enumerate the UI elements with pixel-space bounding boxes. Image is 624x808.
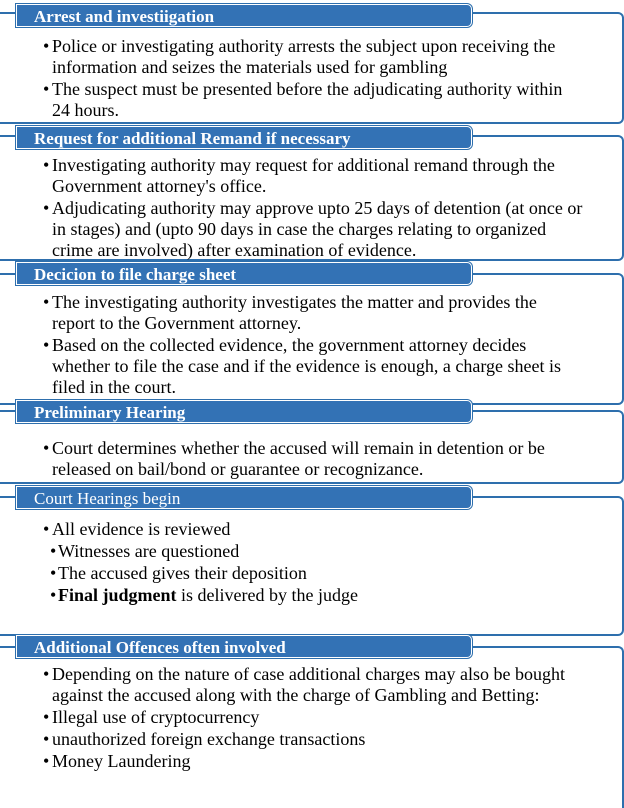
- bullet-item: • Witnesses are questioned: [58, 541, 584, 562]
- bullet-item: • Depending on the nature of case additional charges may also be bought against the accused along with the charge of Gambling and Betting:: [52, 664, 584, 706]
- final-judgment-bold: Final judgment: [58, 585, 177, 605]
- step-bullets: [52, 438, 584, 481]
- step-charge-sheet: [0, 261, 624, 406]
- step-bullets: [52, 519, 584, 607]
- bullet-item: • Illegal use of cryptocurrency: [52, 707, 584, 728]
- step-header: Decicion to file charge sheet: [16, 262, 472, 285]
- bullet-item: • The accused gives their deposition: [58, 563, 584, 584]
- step-header: Request for additional Remand if necessary: [16, 126, 472, 149]
- step-bullets: [52, 664, 584, 773]
- step-bullets: [52, 36, 584, 122]
- bullet-item: • unauthorized foreign exchange transactions: [52, 729, 584, 750]
- step-preliminary-hearing: [0, 398, 624, 488]
- bullet-item: • Court determines whether the accused will remain in detention or be released on bail/bond or guarantee or recognizance.: [52, 438, 584, 480]
- bullet-item: • Investigating authority may request for additional remand through the Government attorney's office.: [52, 155, 584, 197]
- bullet-item: • The investigating authority investigates the matter and provides the report to the Government attorney.: [52, 292, 584, 334]
- step-additional-offences: [0, 634, 624, 792]
- step-header: Preliminary Hearing: [16, 400, 472, 423]
- step-header: Court Hearings begin: [16, 486, 472, 509]
- bullet-item: • Money Laundering: [52, 751, 584, 772]
- final-judgment-rest: is delivered by the judge: [176, 585, 358, 605]
- bullet-item: • Based on the collected evidence, the government attorney decides whether to file the case and if the evidence is enough, a charge sheet is filed in the court.: [52, 335, 584, 398]
- step-request-remand: [0, 125, 624, 265]
- step-bullets: [52, 155, 584, 262]
- bullet-item: • The suspect must be presented before the adjudicating authority within 24 hours.: [52, 79, 584, 121]
- bullet-item: • Police or investigating authority arrests the subject upon receiving the information and seizes the materials used for gambling: [52, 36, 584, 78]
- step-bullets: [52, 292, 584, 399]
- step-header: Additional Offences often involved: [16, 635, 472, 658]
- bullet-item: • Adjudicating authority may approve upto 25 days of detention (at once or in stages) and (upto 90 days in case the charges relating to organized crime are involved) after examination of evidence.: [52, 198, 584, 261]
- step-arrest-investigation: [0, 0, 624, 125]
- step-header: Arrest and investiigation: [16, 4, 472, 27]
- step-court-hearings: [0, 486, 624, 636]
- bullet-item-final-judgment: [58, 585, 584, 606]
- bullet-item: • All evidence is reviewed: [52, 519, 584, 540]
